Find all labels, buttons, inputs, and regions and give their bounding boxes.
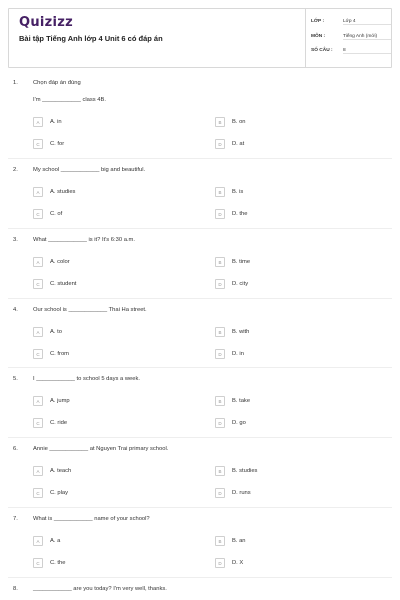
meta-key: MÔN :: [311, 34, 326, 39]
question-separator: [8, 367, 392, 368]
option-text: A. teach: [50, 468, 72, 474]
option-letter: A: [33, 466, 43, 476]
option-text: D. in: [232, 351, 244, 357]
option-letter: D: [215, 558, 225, 568]
option-text: B. an: [232, 538, 246, 544]
option-text: D. at: [232, 141, 245, 147]
worksheet-header: [8, 8, 392, 68]
option-letter: D: [215, 488, 225, 498]
option-letter: C: [33, 279, 43, 289]
question-number: 2.: [13, 167, 18, 173]
option-letter: A: [33, 396, 43, 406]
option-text: B. on: [232, 119, 246, 125]
quizizz-logo: Quizizz: [19, 15, 74, 30]
option-text: D. the: [232, 211, 248, 217]
question-instruction: Chọn đáp án đúng: [33, 80, 81, 86]
question-number: 4.: [13, 307, 18, 313]
option-letter: A: [33, 117, 43, 127]
option-letter: D: [215, 209, 225, 219]
option-letter: C: [33, 349, 43, 359]
question-text: My school ____________ big and beautiful.: [33, 167, 146, 173]
meta-value: 8: [343, 46, 391, 54]
option-letter: C: [33, 418, 43, 428]
option-text: D. runs: [232, 490, 251, 496]
option-text: A. studies: [50, 189, 76, 195]
option-letter: C: [33, 558, 43, 568]
question-text: I ____________ to school 5 days a week.: [33, 376, 140, 382]
option-letter: C: [33, 488, 43, 498]
option-text: A. to: [50, 329, 62, 335]
option-text: B. time: [232, 259, 251, 265]
option-letter: A: [33, 257, 43, 267]
option-text: A. a: [50, 538, 61, 544]
option-letter: A: [33, 327, 43, 337]
option-text: C. for: [50, 141, 65, 147]
question-separator: [8, 298, 392, 299]
question-number: 3.: [13, 237, 18, 243]
option-letter: B: [215, 396, 225, 406]
option-letter: B: [215, 257, 225, 267]
question-text: Our school is ____________ Thai Ha street.: [33, 307, 147, 313]
option-text: C. student: [50, 281, 77, 287]
option-text: C. ride: [50, 420, 68, 426]
option-text: A. color: [50, 259, 70, 265]
option-letter: D: [215, 139, 225, 149]
question-number: 6.: [13, 446, 18, 452]
worksheet-title: Bài tập Tiếng Anh lớp 4 Unit 6 có đáp án: [19, 34, 163, 43]
question-number: 7.: [13, 516, 18, 522]
question-number: 8.: [13, 586, 18, 592]
meta-key: SỐ CÂU :: [311, 48, 333, 53]
question-number: 1.: [13, 80, 18, 86]
question-text: I'm ____________ class 4B.: [33, 97, 106, 103]
option-text: B. with: [232, 329, 250, 335]
option-letter: D: [215, 349, 225, 359]
option-text: A. in: [50, 119, 62, 125]
option-letter: B: [215, 536, 225, 546]
question-separator: [8, 507, 392, 508]
option-text: D. city: [232, 281, 249, 287]
option-letter: B: [215, 327, 225, 337]
option-letter: C: [33, 209, 43, 219]
option-letter: D: [215, 418, 225, 428]
question-number: 5.: [13, 376, 18, 382]
question-separator: [8, 437, 392, 438]
option-letter: D: [215, 279, 225, 289]
question-separator: [8, 228, 392, 229]
meta-key: LỚP :: [311, 19, 325, 24]
option-text: D. go: [232, 420, 246, 426]
option-letter: A: [33, 536, 43, 546]
question-text: What ____________ is it? It's 6:30 a.m.: [33, 237, 135, 243]
option-letter: B: [215, 117, 225, 127]
meta-divider: [305, 9, 306, 67]
question-separator: [8, 158, 392, 159]
option-text: C. play: [50, 490, 69, 496]
option-text: A. jump: [50, 398, 70, 404]
option-text: D. X: [232, 560, 244, 566]
meta-value: Lớp 4: [343, 17, 391, 25]
option-text: B. take: [232, 398, 251, 404]
option-text: C. the: [50, 560, 66, 566]
option-text: B. studies: [232, 468, 258, 474]
option-text: C. of: [50, 211, 63, 217]
meta-value: Tiếng Anh (mới): [343, 32, 391, 40]
question-text: Annie ____________ at Nguyen Trai primary school.: [33, 446, 169, 452]
question-text: ____________ are you today? I'm very well, thanks.: [33, 586, 167, 592]
option-letter: A: [33, 187, 43, 197]
option-text: B. is: [232, 189, 244, 195]
question-separator: [8, 577, 392, 578]
option-letter: C: [33, 139, 43, 149]
option-letter: B: [215, 466, 225, 476]
option-letter: B: [215, 187, 225, 197]
question-text: What is ____________ name of your school?: [33, 516, 150, 522]
option-text: C. from: [50, 351, 70, 357]
